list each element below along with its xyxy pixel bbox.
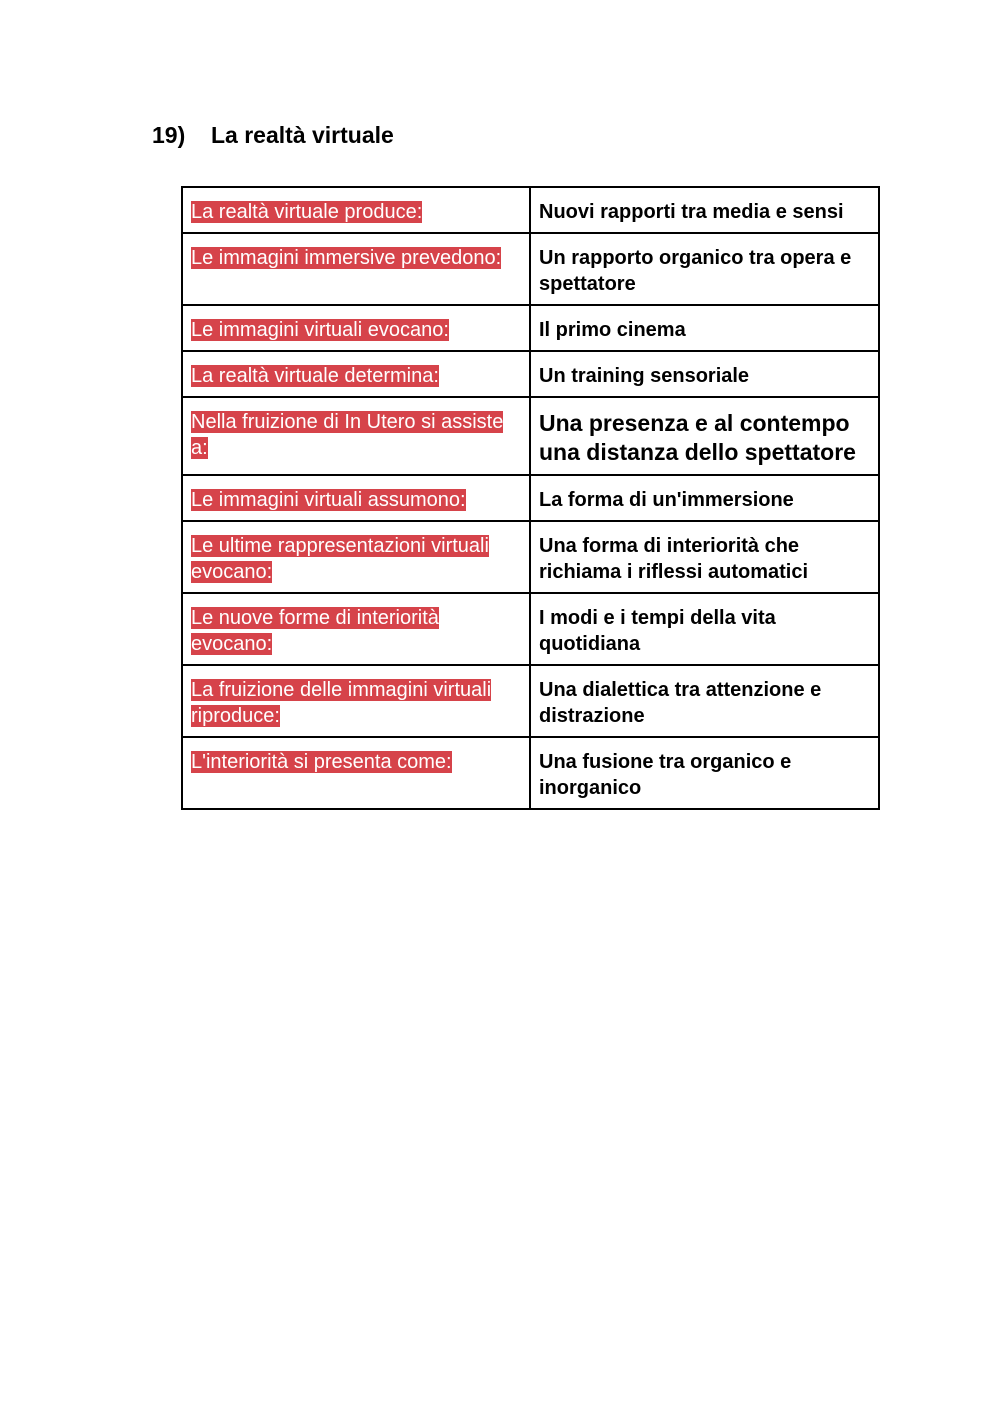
answer-cell: Il primo cinema: [530, 305, 879, 351]
question-cell: [182, 665, 530, 737]
table-row: [182, 475, 879, 521]
answer-cell: Una fusione tra organico e inorganico: [530, 737, 879, 809]
section-heading: [152, 121, 394, 149]
question-text: La realtà virtuale produce:: [191, 201, 423, 223]
question-cell: [182, 593, 530, 665]
table-row: [182, 521, 879, 593]
answer-cell: Una forma di interiorità che richiama i riflessi automatici: [530, 521, 879, 593]
answer-cell: Una dialettica tra attenzione e distrazione: [530, 665, 879, 737]
question-text: La realtà virtuale determina:: [191, 365, 439, 387]
question-text: La fruizione delle immagini virtuali riproduce:: [191, 679, 492, 727]
table-row: [182, 351, 879, 397]
question-text: Le immagini virtuali assumono:: [191, 489, 466, 511]
question-text: Le ultime rappresentazioni virtuali evocano:: [191, 535, 489, 583]
answer-cell: Un rapporto organico tra opera e spettatore: [530, 233, 879, 305]
question-text: Le immagini immersive prevedono:: [191, 247, 502, 269]
table-row: [182, 305, 879, 351]
question-cell: [182, 233, 530, 305]
question-answer-table: [181, 186, 880, 810]
question-cell: [182, 351, 530, 397]
answer-cell: I modi e i tempi della vita quotidiana: [530, 593, 879, 665]
answer-cell: Nuovi rapporti tra media e sensi: [530, 187, 879, 233]
table-row: [182, 737, 879, 809]
question-cell: [182, 521, 530, 593]
answer-cell: Una presenza e al contempo una distanza dello spettatore: [530, 397, 879, 475]
table-row: [182, 233, 879, 305]
section-number: 19): [152, 122, 186, 148]
answer-cell: Un training sensoriale: [530, 351, 879, 397]
question-cell: [182, 305, 530, 351]
table-row: [182, 665, 879, 737]
table-row: [182, 187, 879, 233]
table-row: [182, 593, 879, 665]
question-cell: [182, 397, 530, 475]
table-row: [182, 397, 879, 475]
question-cell: [182, 475, 530, 521]
question-text: Nella fruizione di In Utero si assiste a:: [191, 411, 504, 459]
question-text: Le nuove forme di interiorità evocano:: [191, 607, 439, 655]
answer-cell: La forma di un'immersione: [530, 475, 879, 521]
question-text: L'interiorità si presenta come:: [191, 751, 452, 773]
section-title: La realtà virtuale: [211, 122, 394, 148]
question-cell: [182, 737, 530, 809]
question-text: Le immagini virtuali evocano:: [191, 319, 449, 341]
question-cell: [182, 187, 530, 233]
